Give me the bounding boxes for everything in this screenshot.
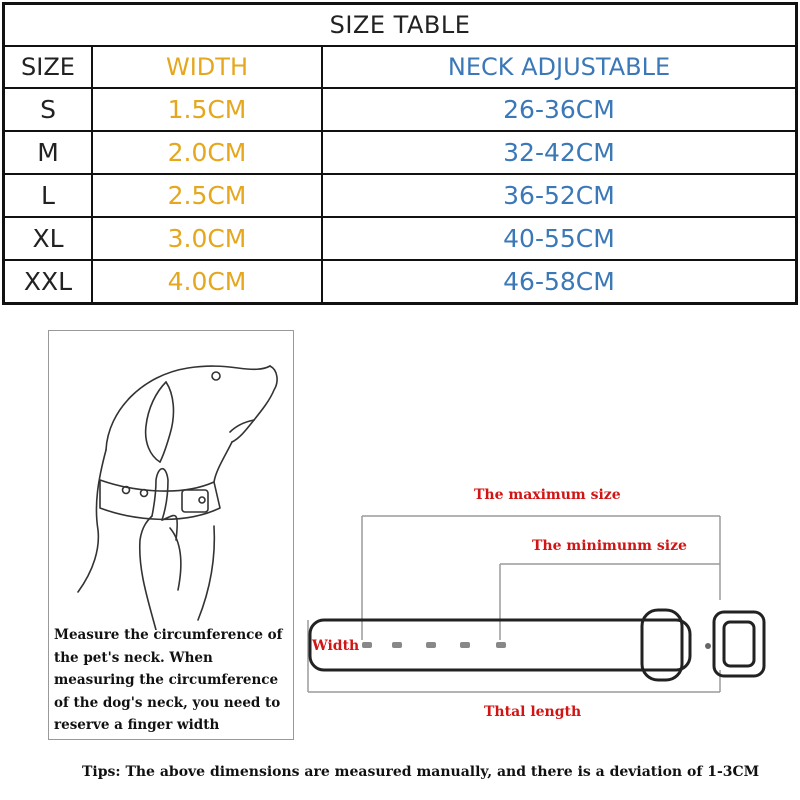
width-cell: 1.5CM — [92, 88, 322, 131]
collar-illustration-icon — [300, 480, 790, 720]
size-cell: L — [4, 174, 93, 217]
size-table — [2, 2, 798, 305]
width-cell: 4.0CM — [92, 260, 322, 304]
table-title: SIZE TABLE — [4, 4, 797, 47]
total-length-label: Thtal length — [484, 704, 582, 720]
width-cell: 3.0CM — [92, 217, 322, 260]
width-cell: 2.0CM — [92, 131, 322, 174]
table-row — [4, 174, 797, 217]
table-row — [4, 88, 797, 131]
neck-cell: 36-52CM — [322, 174, 797, 217]
width-cell: 2.5CM — [92, 174, 322, 217]
size-cell: XXL — [4, 260, 93, 304]
neck-cell: 46-58CM — [322, 260, 797, 304]
header-width: WIDTH — [92, 46, 322, 88]
max-size-label: The maximum size — [474, 487, 621, 503]
header-neck: NECK ADJUSTABLE — [322, 46, 797, 88]
size-cell: S — [4, 88, 93, 131]
size-cell: XL — [4, 217, 93, 260]
dog-outline-illustration-icon — [48, 330, 294, 630]
width-label: Width — [312, 638, 360, 654]
measure-instructions: Measure the circumference of the pet's neck. When measuring the circumference of the dog's neck, you need to reserve a finger width — [54, 627, 283, 733]
size-cell: M — [4, 131, 93, 174]
neck-cell: 26-36CM — [322, 88, 797, 131]
table-row — [4, 260, 797, 304]
neck-cell: 40-55CM — [322, 217, 797, 260]
min-size-label: The minimunm size — [532, 538, 687, 554]
table-row — [4, 131, 797, 174]
neck-cell: 32-42CM — [322, 131, 797, 174]
header-size: SIZE — [4, 46, 93, 88]
tips-text: Tips: The above dimensions are measured manually, and there is a deviation of 1-3CM — [82, 764, 760, 780]
table-row — [4, 217, 797, 260]
